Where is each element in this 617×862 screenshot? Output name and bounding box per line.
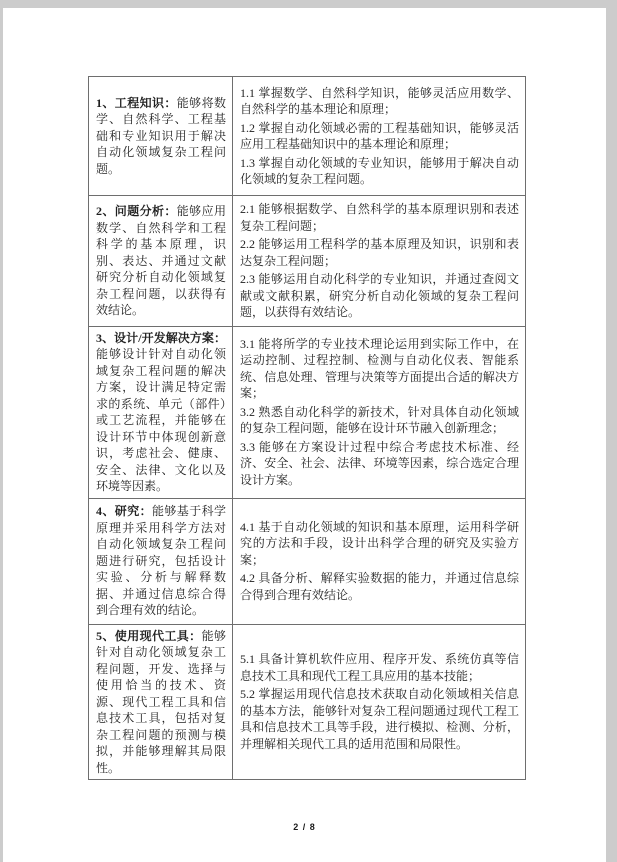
requirement-cell	[89, 196, 233, 327]
requirement-text	[96, 503, 226, 619]
table-row	[89, 498, 526, 624]
requirements-table	[88, 76, 526, 780]
requirement-body: 能够设计针对自动化领域复杂工程问题的解决方案，设计满足特定需求的系统、单元（部件）或工艺流程，并能够在设计环节中体现创新意识，考虑社会、健康、安全、法律、文化以及环境等因素。	[96, 347, 226, 493]
requirement-cell	[89, 77, 233, 196]
indicator-item: 1.1 掌握数学、自然科学知识，能够灵活应用数学、自然科学的基本理论和原理；	[240, 85, 519, 116]
table-row	[89, 196, 526, 327]
indicator-item: 1.2 掌握自动化领域必需的工程基础知识，能够灵活应用工程基础知识中的基本理论和原理；	[240, 120, 519, 151]
indicator-cell	[233, 498, 526, 624]
indicator-cell	[233, 196, 526, 327]
indicator-item: 1.3 掌握自动化领域的专业知识，能够用于解决自动化领域的复杂工程问题。	[240, 155, 519, 186]
indicator-cell	[233, 624, 526, 780]
requirement-body: 能够基于科学原理并采用科学方法对自动化领域复杂工程问题进行研究，包括设计实验、分析与解释数据、并通过信息综合得到合理有效的结论。	[96, 504, 226, 618]
requirement-title: 2、问题分析：	[96, 204, 177, 218]
requirement-text	[96, 203, 226, 319]
requirement-cell	[89, 326, 233, 498]
page-number: 2 / 8	[293, 822, 316, 832]
requirement-body: 能够应用数学、自然科学和工程科学的基本原理，识别、表达、并通过文献研究分析自动化领域复杂工程问题，以获得有效结论。	[96, 204, 226, 317]
indicator-item: 2.1 能够根据数学、自然科学的基本原理识别和表述复杂工程问题；	[240, 202, 519, 233]
table-row	[89, 77, 526, 196]
requirement-body: 能够将数学、自然科学、工程基础和专业知识用于解决自动化领域复杂工程问题。	[96, 95, 226, 176]
indicator-cell	[233, 326, 526, 498]
indicator-item: 5.2 掌握运用现代信息技术获取自动化领域相关信息的基本方法，能够针对复杂工程问题通过现代工程工具和信息技术工具等手段，进行模拟、检测、分析，并理解相关现代工具的适用范围和局限性。	[240, 687, 519, 751]
requirement-title: 3、设计/开发解决方案：	[96, 330, 226, 345]
indicator-item: 3.1 能将所学的专业技术理论运用到实际工作中，在运动控制、过程控制、检测与自动化仪表、智能系统、信息处理、管理与决策等方面提出合适的解决方案；	[240, 336, 519, 401]
requirement-title: 5、使用现代工具：	[96, 628, 202, 643]
requirement-title: 1、工程知识：	[96, 95, 177, 110]
requirement-cell	[89, 498, 233, 624]
indicator-item: 2.2 能够运用工程科学的基本原理及知识，识别和表达复杂工程问题；	[240, 237, 519, 268]
requirement-title: 4、研究：	[96, 504, 152, 519]
indicator-item: 2.3 能够运用自动化科学的专业知识，并通过查阅文献或文献积累，研究分析自动化领域的复杂工程问题，以获得有效结论。	[240, 272, 519, 319]
requirement-body: 能够针对自动化领域复杂工程问题，开发、选择与使用恰当的技术、资源、现代工程工具和信息技术工具，包括对复杂工程问题的预测与模拟，并能够理解其局限性。	[96, 628, 226, 775]
requirement-text	[96, 95, 226, 178]
document-page	[3, 8, 606, 862]
table-row	[89, 326, 526, 498]
indicator-cell	[233, 77, 526, 196]
indicator-item: 5.1 具备计算机软件应用、程序开发、系统仿真等信息技术工具和现代工程工具应用的基本技能；	[240, 652, 519, 683]
indicator-item: 3.2 熟悉自动化科学的新技术，针对具体自动化领域的复杂工程问题，能够在设计环节融入创新理念；	[240, 404, 519, 436]
requirement-cell	[89, 624, 233, 780]
requirement-text	[96, 330, 226, 495]
requirement-text	[96, 628, 226, 777]
indicator-item: 3.3 能够在方案设计过程中综合考虑技术标准、经济、安全、社会、法律、环境等因素，综合选定合理设计方案。	[240, 439, 519, 487]
table-row	[89, 624, 526, 780]
indicator-item: 4.2 具备分析、解释实验数据的能力，并通过信息综合得到合理有效结论。	[240, 571, 519, 602]
indicator-item: 4.1 基于自动化领域的知识和基本原理，运用科学研究的方法和手段，设计出科学合理的研究及实验方案；	[240, 519, 519, 567]
